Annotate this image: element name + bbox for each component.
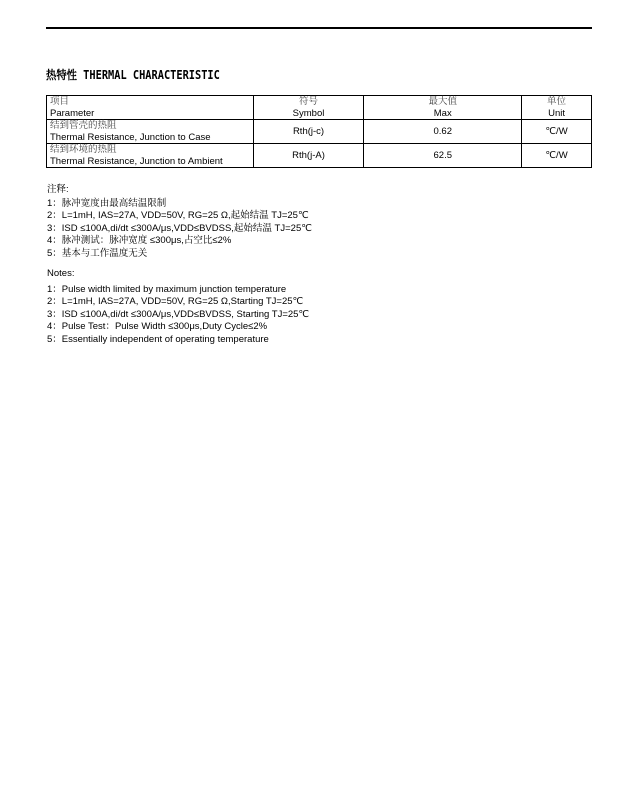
note-item: 2：L=1mH, IAS=27A, VDD=50V, RG=25 Ω,起始结温 TJ=25℃ <box>47 210 309 222</box>
notes-chinese <box>47 184 312 261</box>
note-item: 3：ISD ≤100A,di/dt ≤300A/μs,VDD≤BVDSS, Starting TJ=25℃ <box>47 308 310 320</box>
notes-heading: 注释: <box>47 184 69 195</box>
header-rule <box>46 27 592 29</box>
cell-symbol: Rth(j-A) <box>253 144 364 168</box>
note-item: 1：Pulse width limited by maximum junction temperature <box>47 283 287 295</box>
cell-unit: ℃/W <box>522 144 592 168</box>
header-unit: 单位 Unit <box>522 96 592 120</box>
cell-max: 62.5 <box>364 144 522 168</box>
note-item: 3：ISD ≤100A,di/dt ≤300A/μs,VDD≤BVDSS,起始结温 TJ=25℃ <box>47 222 312 234</box>
table-row <box>47 144 592 168</box>
cell-max: 0.62 <box>364 120 522 144</box>
header-parameter: 项目 Parameter <box>47 96 254 120</box>
cell-parameter: 结到管壳的热阻 Thermal Resistance, Junction to Case <box>47 120 254 144</box>
note-item: 5：Essentially independent of operating temperature <box>47 333 269 345</box>
thermal-characteristic-table <box>46 95 592 168</box>
table-row <box>47 120 592 144</box>
header-symbol: 符号 Symbol <box>253 96 364 120</box>
cell-symbol: Rth(j-c) <box>253 120 364 144</box>
note-item: 2：L=1mH, IAS=27A, VDD=50V, RG=25 Ω,Starting TJ=25℃ <box>47 296 304 308</box>
notes-english <box>47 268 309 347</box>
note-item: 1：脉冲宽度由最高结温限制 <box>47 197 167 209</box>
note-item: 4：脉冲测试：脉冲宽度 ≤300μs,占空比≤2% <box>47 235 232 247</box>
cell-unit: ℃/W <box>522 120 592 144</box>
note-item: 5：基本与工作温度无关 <box>47 247 148 259</box>
section-title: 热特性 THERMAL CHARACTERISTIC <box>46 68 220 82</box>
header-max: 最大值 Max <box>364 96 522 120</box>
cell-parameter: 结到环境的热阻 Thermal Resistance, Junction to Ambient <box>47 144 254 168</box>
note-item: 4：Pulse Test：Pulse Width ≤300μs,Duty Cycle≤2% <box>47 321 268 333</box>
notes-heading: Notes: <box>47 268 75 279</box>
table-header-row <box>47 96 592 120</box>
